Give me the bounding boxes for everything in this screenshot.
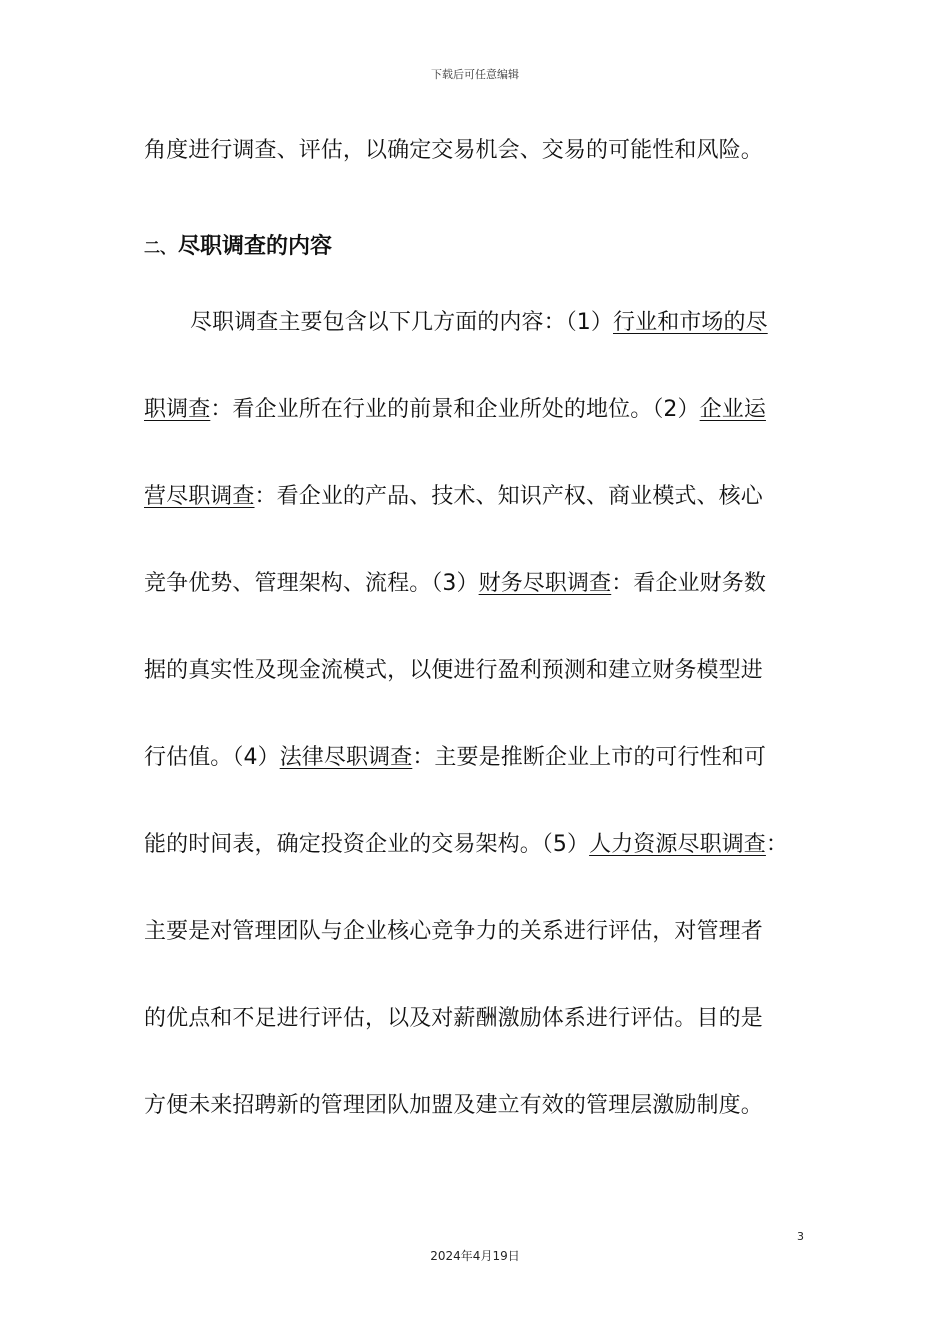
paragraph-line [144,136,763,166]
paragraph-line [190,308,768,338]
line-text: ：看企业的产品、技术、知识产权、商业模式、核心 [254,484,763,509]
underlined-term: 法律尽职调查 [279,745,413,770]
line-text: 据的真实性及现金流模式，以便进行盈利预测和建立财务模型进 [144,658,763,683]
line-text: 主要是对管理团队与企业核心竞争力的关系进行评估，对管理者 [144,919,763,944]
line-text: ： [765,832,789,857]
paragraph-line [144,743,766,773]
line-text: 能的时间表，确定投资企业的交易架构。（5） [144,832,590,857]
line-text: ：看企业所在行业的前景和企业所处的地位。（2） [210,397,700,422]
line-text: 行估值。（4） [144,745,280,770]
paragraph-line [144,656,763,686]
paragraph-line [144,1091,763,1121]
line-text: 的优点和不足进行评估，以及对薪酬激励体系进行评估。目的是 [144,1006,763,1031]
line-text: 竞争优势、管理架构、流程。（3） [144,571,479,596]
paragraph-line [144,482,763,512]
line-text: 角度进行调查、评估，以确定交易机会、交易的可能性和风险。 [144,138,763,163]
paragraph-line [144,395,766,425]
paragraph-line [144,1004,763,1034]
page-header: 下载后可任意编辑 [431,68,519,81]
underlined-term: 财务尽职调查 [478,571,612,596]
page-number: 3 [797,1230,804,1243]
line-text: ：主要是推断企业上市的可行性和可 [412,745,766,770]
line-text: 方便未来招聘新的管理团队加盟及建立有效的管理层激励制度。 [144,1093,763,1118]
paragraph-line [144,569,766,599]
paragraph-line [144,917,763,947]
section-heading [144,232,332,263]
underlined-term: 人力资源尽职调查 [589,832,766,857]
underlined-term: 企业运 [699,397,766,422]
line-text: ：看企业财务数 [611,571,766,596]
footer-date: 2024年4月19日 [430,1249,520,1263]
underlined-term: 职调查 [144,397,211,422]
paragraph-line [144,830,788,860]
underlined-term: 营尽职调查 [144,484,255,509]
section-title: 尽职调查的内容 [178,234,333,259]
line-text: 尽职调查主要包含以下几方面的内容：（1） [190,310,613,335]
underlined-term: 行业和市场的尽 [613,310,768,335]
section-number: 二、 [144,238,177,257]
